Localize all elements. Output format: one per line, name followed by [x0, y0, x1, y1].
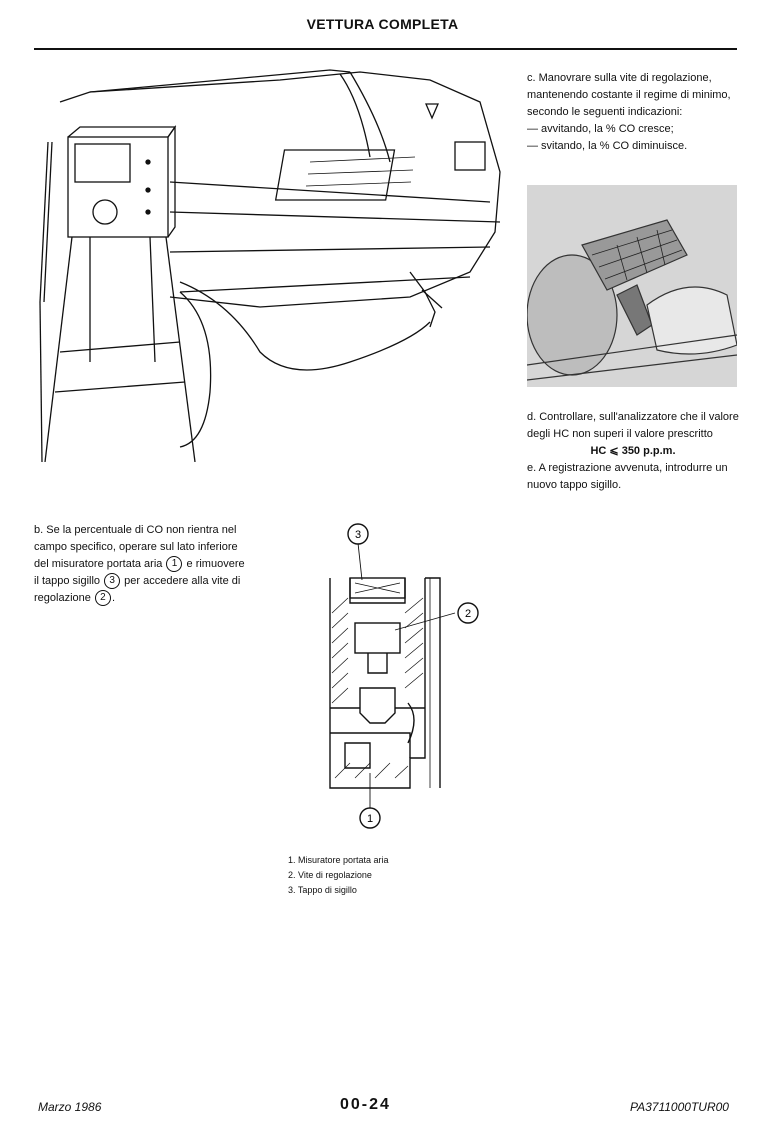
callout-1: 1 [366, 813, 374, 825]
legend-item: 2. Vite di regolazione [288, 870, 372, 880]
step-c-bullet-2: — svitando, la % CO diminuisce. [527, 140, 688, 152]
footer-date: Marzo 1986 [38, 1100, 102, 1114]
callout-3: 3 [354, 529, 362, 541]
legend-item: 3. Tappo di sigillo [288, 885, 357, 895]
step-b-line-2: e rimuovere il tappo sigillo [34, 558, 245, 587]
legend-item: 1. Misuratore portata aria [288, 855, 389, 865]
callout-2: 2 [464, 608, 472, 620]
step-b [34, 522, 246, 607]
step-d-text: d. Controllare, sull'analizzatore che il valore degli HC non superi il valore prescritto [527, 411, 739, 440]
page-title: VETTURA COMPLETA [306, 16, 459, 32]
step-d-e [527, 409, 739, 494]
hc-limit-value: HC ⩽ 350 p.p.m. [590, 445, 676, 457]
air-flow-meter-section-diagram [310, 518, 490, 838]
diagram-legend [288, 853, 488, 898]
step-c [527, 70, 739, 155]
step-b-end: . [111, 592, 115, 604]
step-c-text: c. Manovrare sulla vite di regolazione, mantenendo costante il regime di minimo, secondo le seguenti indicazioni: [527, 72, 731, 118]
header-rule [34, 48, 737, 50]
step-e-text: e. A registrazione avvenuta, introdurre un nuovo tappo sigillo. [527, 462, 728, 491]
step-c-bullet-1: — avvitando, la % CO cresce; [527, 123, 674, 135]
document-code: PA3711000TUR00 [630, 1100, 729, 1114]
callout-ref-3: 3 [104, 573, 120, 589]
step-b-line-1: b. Se la percentuale di CO non rientra nel campo specifico, operare sul lato inferiore del misuratore portata aria [34, 524, 238, 570]
callout-ref-2: 2 [95, 590, 111, 606]
car-analyzer-illustration [30, 62, 505, 462]
step-b-line-3: per accedere alla vite di regolazione [34, 575, 241, 604]
adjustment-photo [527, 185, 737, 387]
callout-ref-1: 1 [166, 556, 182, 572]
page-number: 00-24 [340, 1096, 391, 1113]
